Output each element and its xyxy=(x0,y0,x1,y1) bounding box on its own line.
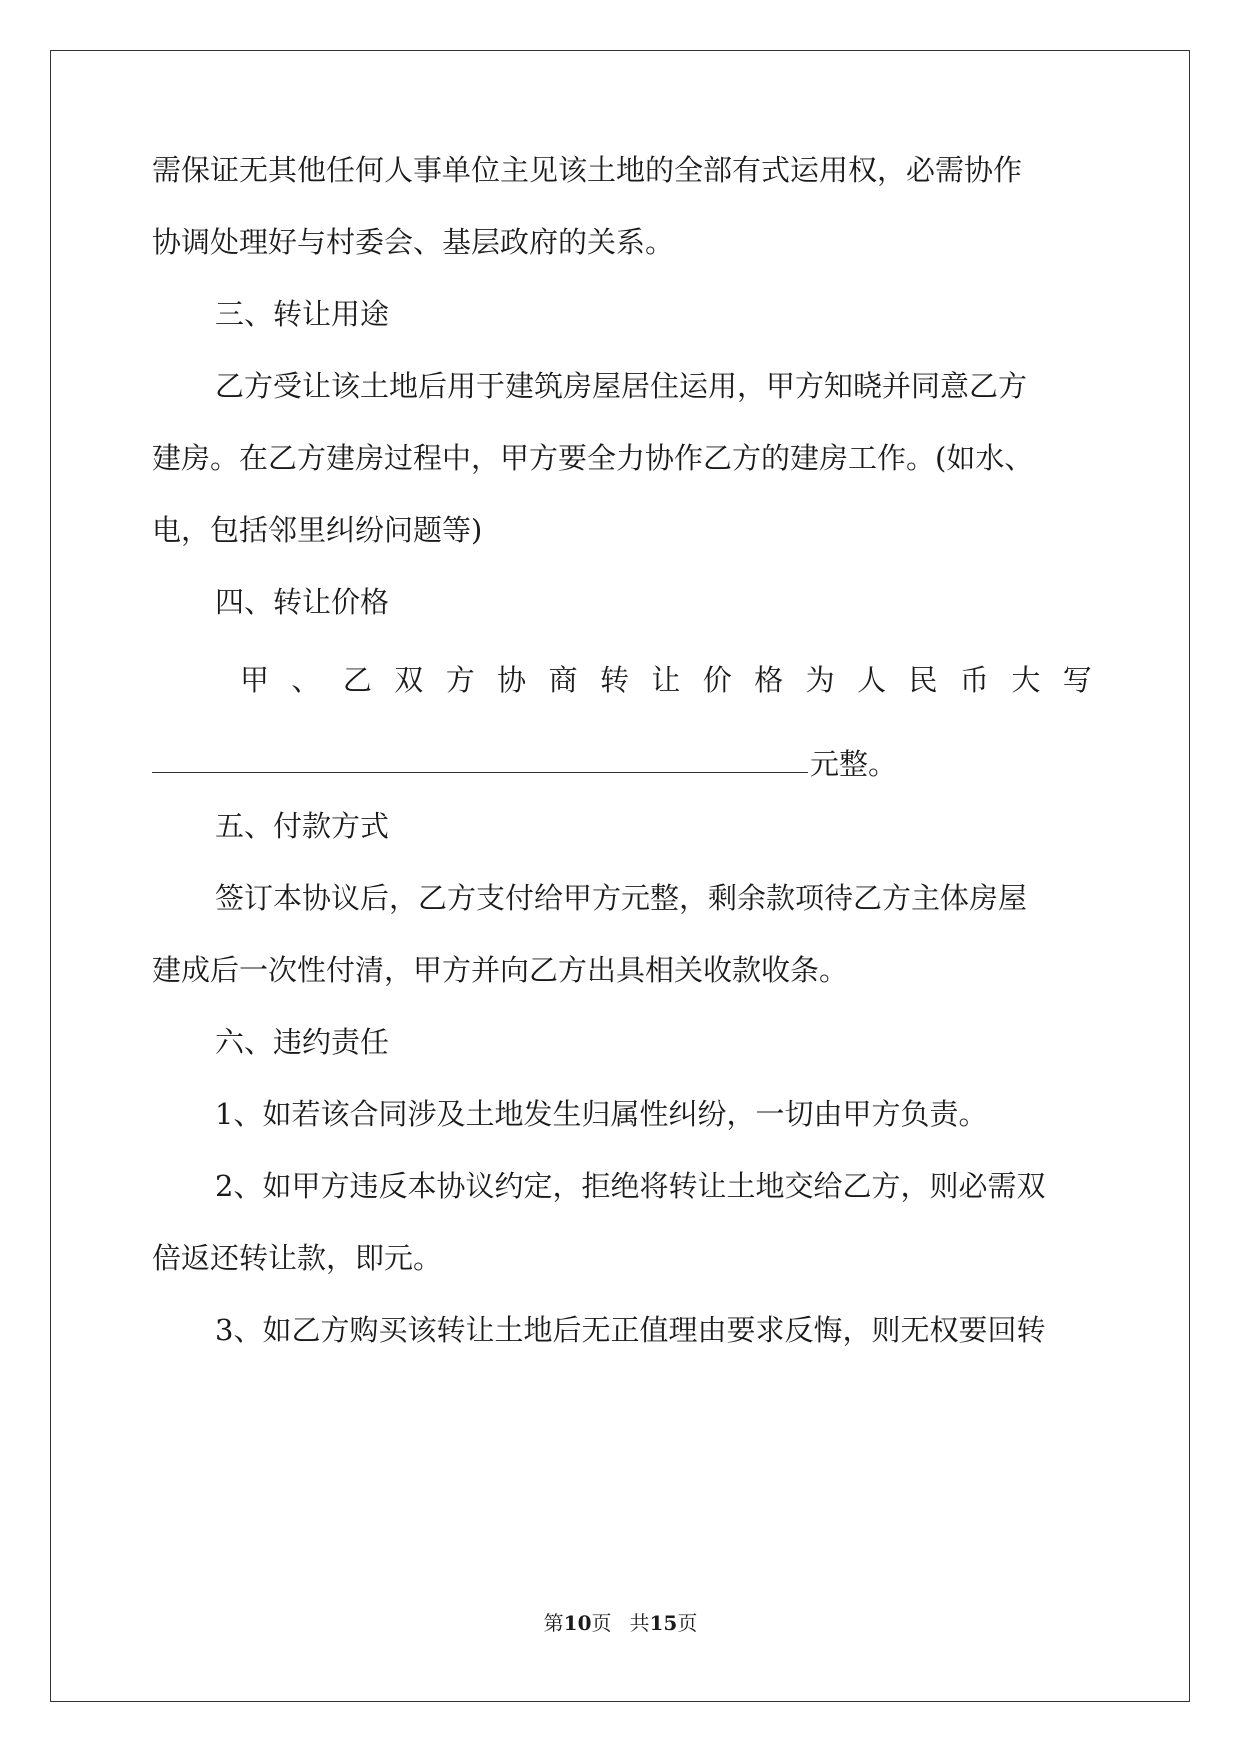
price-char: 民 xyxy=(908,663,938,697)
amount-suffix: 元整。 xyxy=(810,747,898,781)
section-heading: 三、转让用途 xyxy=(215,297,390,331)
section-heading: 六、违约责任 xyxy=(215,1025,390,1059)
price-char: 格 xyxy=(754,663,784,697)
clause-line: 倍返还转让款，即元。 xyxy=(152,1241,443,1275)
page-prefix: 第 xyxy=(543,1611,564,1635)
price-char: 价 xyxy=(702,663,732,697)
section-heading: 四、转让价格 xyxy=(215,585,390,619)
body-text-line: 需保证无其他任何人事单位主见该土地的全部有式运用权，必需协作 xyxy=(152,153,1023,187)
price-char: 协 xyxy=(497,663,527,697)
price-char: 币 xyxy=(959,663,989,697)
clause-line: 2、如甲方违反本协议约定，拒绝将转让土地交给乙方，则必需双 xyxy=(215,1169,1046,1203)
page-suffix: 页 xyxy=(591,1611,612,1635)
clause-line: 3、如乙方购买该转让土地后无正值理由要求反悔，则无权要回转 xyxy=(215,1313,1046,1347)
body-text-line: 签订本协议后，乙方支付给甲方元整，剩余款项待乙方主体房屋 xyxy=(215,881,1028,915)
price-char: 大 xyxy=(1011,663,1041,697)
price-char: 乙 xyxy=(342,663,372,697)
price-char: 为 xyxy=(805,663,835,697)
body-text-line: 建成后一次性付清，甲方并向乙方出具相关收款收条。 xyxy=(152,953,849,987)
body-text-line: 电，包括邻里纠纷问题等) xyxy=(152,513,483,547)
body-text-line: 乙方受让该土地后用于建筑房屋居住运用，甲方知晓并同意乙方 xyxy=(215,369,1028,403)
price-char: 甲 xyxy=(240,663,270,697)
total-suffix: 页 xyxy=(677,1611,698,1635)
price-char: 、 xyxy=(291,663,321,697)
price-char: 让 xyxy=(651,663,681,697)
price-statement-line xyxy=(240,660,1092,700)
section-heading: 五、付款方式 xyxy=(215,809,390,843)
total-prefix: 共 xyxy=(629,1611,650,1635)
body-text-line: 建房。在乙方建房过程中，甲方要全力协作乙方的建房工作。(如水、 xyxy=(152,441,1034,475)
price-char: 写 xyxy=(1062,663,1092,697)
price-char: 方 xyxy=(445,663,475,697)
price-char: 人 xyxy=(857,663,887,697)
page-footer xyxy=(0,1610,1241,1636)
price-char: 转 xyxy=(599,663,629,697)
body-text-line: 协调处理好与村委会、基层政府的关系。 xyxy=(152,225,675,259)
price-char: 商 xyxy=(548,663,578,697)
page-current: 10 xyxy=(563,1611,592,1635)
clause-line: 1、如若该合同涉及土地发生归属性纠纷，一切由甲方负责。 xyxy=(215,1097,988,1131)
amount-blank-underline xyxy=(152,772,808,773)
price-char: 双 xyxy=(394,663,424,697)
page-total: 15 xyxy=(649,1611,678,1635)
